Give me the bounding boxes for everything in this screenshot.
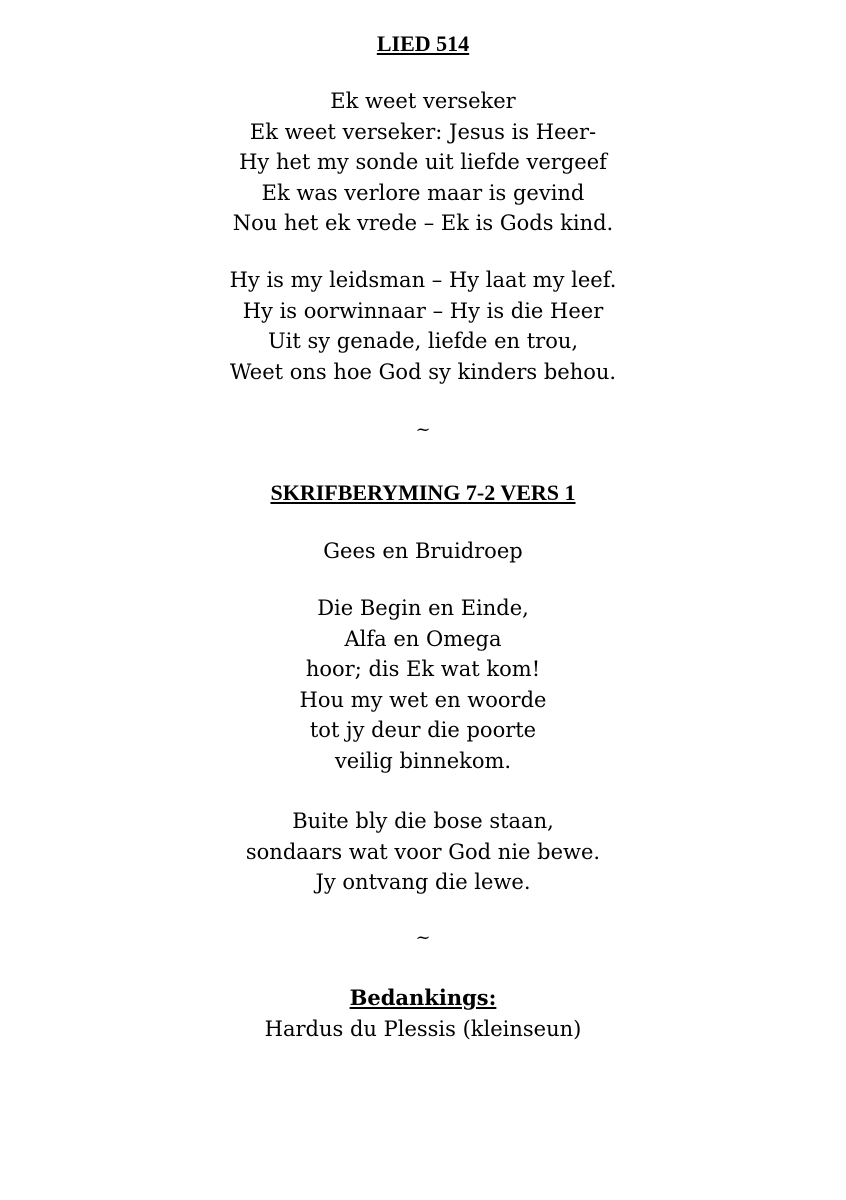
skrif-stanza-1-line: hoor; dis Ek wat kom! [305,657,541,681]
skrif-subtitle: Gees en Bruidroep [323,539,523,563]
skrif-title: SKRIFBERYMING 7-2 VERS 1 [270,480,576,505]
lied-stanza-2-line: Uit sy genade, liefde en trou, [267,329,579,353]
thanks-name: Hardus du Plessis (kleinseun) [264,1017,582,1041]
lied-stanza-1-line: Ek was verlore maar is gevind [261,180,585,205]
lied-stanza-1 [0,86,846,239]
skrif-stanza-2-line: Buite bly die bose staan, [292,809,554,833]
lied-stanza-1-line: Ek weet verseker [330,89,516,113]
skrif-stanza-2 [0,806,846,898]
thanks-heading: Bedankings: [349,985,497,1010]
thanks-title [0,983,846,1013]
skrif-stanza-1-line: tot jy deur die poorte [309,718,537,742]
lied-stanza-1-line: Ek weet verseker: Jesus is Heer- [249,119,597,144]
skrif-stanza-1 [0,593,846,776]
skrif-stanza-1-line: Hou my wet en woorde [299,687,547,712]
lied-stanza-2-line: Weet ons hoe God sy kinders behou. [229,359,617,384]
skrif-stanza-1-line: Die Begin en Einde, [317,596,529,620]
lied-stanza-2-line: Hy is my leidsman – Hy laat my leef. [229,268,617,292]
lied-stanza-2-line: Hy is oorwinnaar – Hy is die Heer [242,298,604,323]
lied-stanza-1-line: Hy het my sonde uit liefde vergeef [239,150,607,174]
lied-stanza-1-line: Nou het ek vrede – Ek is Gods kind. [232,211,614,235]
skrif-stanza-1-line: Alfa en Omega [344,626,502,651]
lied-title: LIED 514 [376,31,470,56]
skrif-stanza-2-line: sondaars wat voor God nie bewe. [245,839,601,864]
skrif-stanza-1-line: veilig binnekom. [334,748,512,773]
separator-tilde: ~ [415,927,431,948]
lied-stanza-2 [0,265,846,387]
skrif-stanza-2-line: Jy ontvang die lewe. [315,870,531,894]
separator-tilde: ~ [415,419,431,440]
